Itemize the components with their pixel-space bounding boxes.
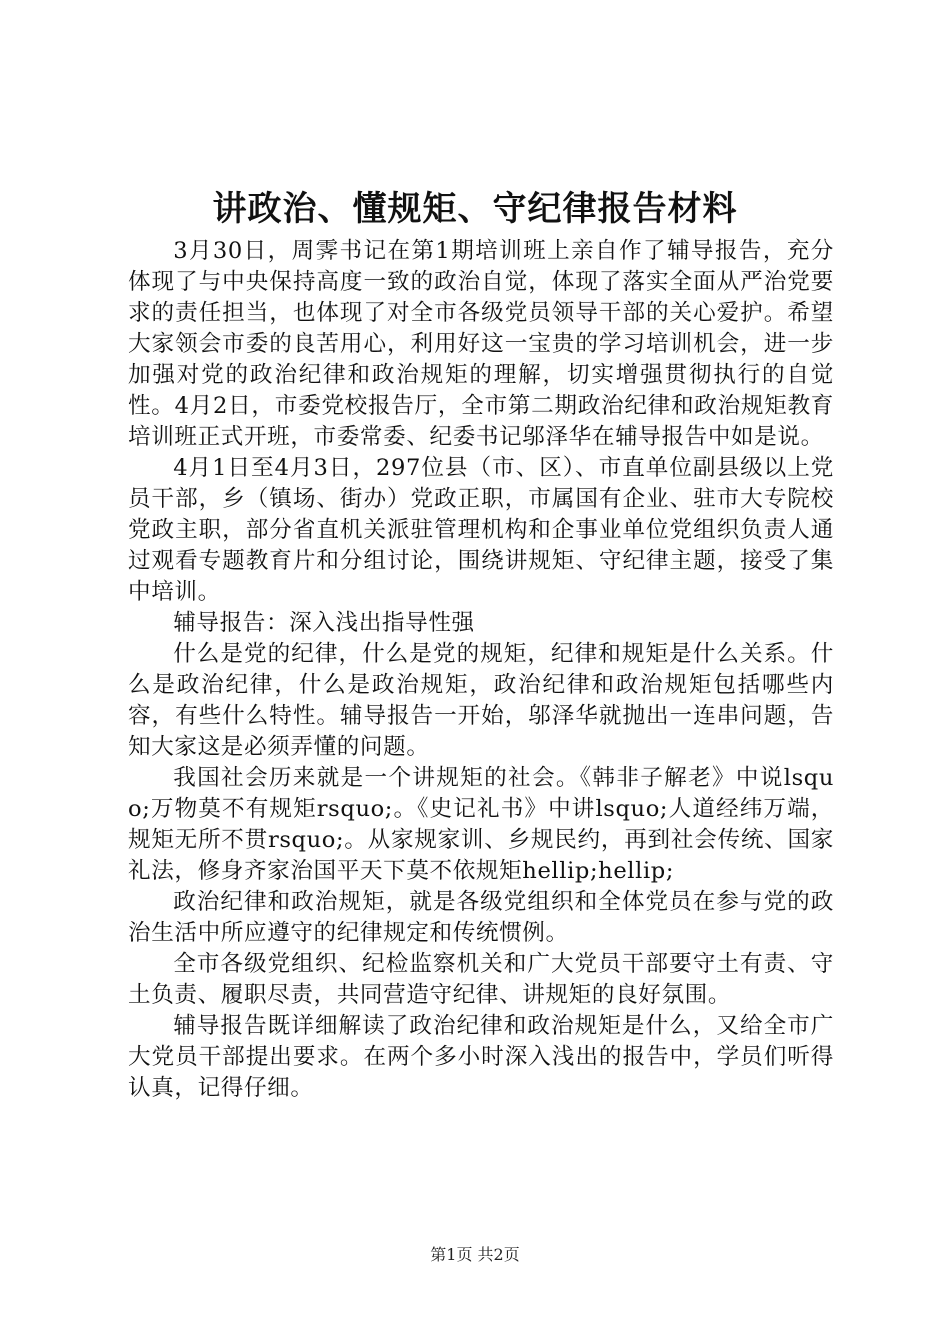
page-footer: 第1页 共2页 xyxy=(430,1245,520,1264)
paragraph: 3月30日，周霁书记在第1期培训班上亲自作了辅导报告，充分体现了与中央保持高度一致的政治自觉，体现了落实全面从严治党要求的责任担当，也体现了对全市各级党员领导干部的关心爱护。希望大家领会市委的良苦用心，利用好这一宝贵的学习培训机会，进一步加强对党的政治纪律和政治规矩的理解，切实增强贯彻执行的自觉性。4月2日，市委党校报告厅，全市第二期政治纪律和政治规矩教育培训班正式开班，市委常委、纪委书记邬泽华在辅导报告中如是说。 xyxy=(128,238,834,450)
paragraph: 我国社会历来就是一个讲规矩的社会。《韩非子解老》中说lsquo;万物莫不有规矩rsquo;。《史记礼书》中讲lsquo;人道经纬万端，规矩无所不贯rsquo;。从家规家训、乡规民约，再到社会传统、国家礼法，修身齐家治国平天下莫不依规矩hellip;hellip; xyxy=(128,765,834,884)
paragraph: 辅导报告既详细解读了政治纪律和政治规矩是什么，又给全市广大党员干部提出要求。在两个多小时深入浅出的报告中，学员们听得认真，记得仔细。 xyxy=(128,1013,834,1101)
paragraph: 什么是党的纪律，什么是党的规矩，纪律和规矩是什么关系。什么是政治纪律，什么是政治规矩，政治纪律和政治规矩包括哪些内容，有些什么特性。辅导报告一开始，邬泽华就抛出一连串问题，告知大家这是必须弄懂的问题。 xyxy=(128,641,834,760)
paragraph: 政治纪律和政治规矩，就是各级党组织和全体党员在参与党的政治生活中所应遵守的纪律规定和传统惯例。 xyxy=(128,889,834,946)
document-title: 讲政治、懂规矩、守纪律报告材料 xyxy=(212,189,738,229)
paragraph: 4月1日至4月3日，297位县（市、区）、市直单位副县级以上党员干部，乡（镇场、街办）党政正职，市属国有企业、驻市大专院校党政主职，部分省直机关派驻管理机构和企事业单位党组织负责人通过观看专题教育片和分组讨论，围绕讲规矩、守纪律主题，接受了集中培训。 xyxy=(128,455,834,605)
paragraph: 全市各级党组织、纪检监察机关和广大党员干部要守土有责、守土负责、履职尽责，共同营造守纪律、讲规矩的良好氛围。 xyxy=(128,951,834,1008)
document-body xyxy=(128,236,834,1104)
section-heading: 辅导报告：深入浅出指导性强 xyxy=(173,610,475,636)
